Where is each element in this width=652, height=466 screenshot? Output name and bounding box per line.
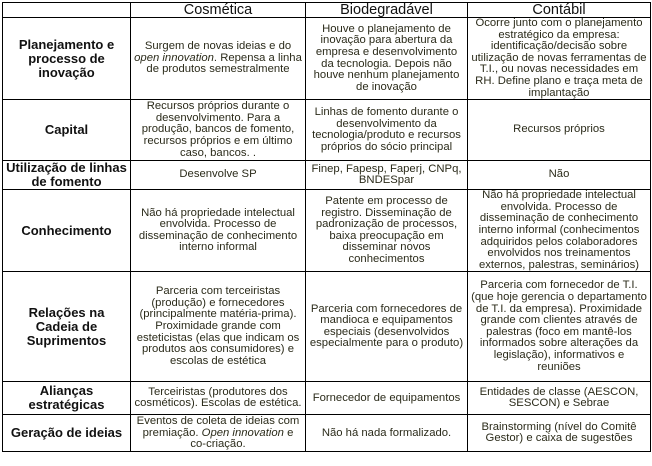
row-label: Planejamento e processo de inovação [3,18,131,100]
cell-biodegradavel: Finep, Fapesp, Faperj, CNPq, BNDESpar [306,161,468,190]
cell-contabil: Ocorre junto com o planejamento estratégico da empresa: identificação/decisão sobre utilização de novas ferramentas de T.I., ou novas necessidades em RH. Define plano e traça meta de implantação [468,18,651,100]
header-corner [3,3,131,18]
cell-text-italic: open innovation [134,51,214,64]
cell-biodegradavel: Patente em processo de registro. Disseminação de padronização de processos, baixa preocupação em disseminar novos conhecimentos [306,190,468,272]
header-cosmetica: Cosmética [131,3,306,18]
table-row [3,190,651,272]
row-label: Utilização de linhas de fomento [3,161,131,190]
table-row [3,382,651,415]
cell-text-italic: Open innovation [201,426,284,439]
cell-text: e co-criação. [190,426,294,451]
header-row [3,3,651,18]
row-label: Conhecimento [3,190,131,272]
row-label: Alianças estratégicas [3,382,131,415]
cell-text: Surgem de novas ideias e do [144,40,292,53]
cell-biodegradavel: Houve o planejamento de inovação para abertura da empresa e desenvolvimento da tecnologia. Depois não houve nenhum planejamento de inovação [306,18,468,100]
cell-contabil: Brainstorming (nível do Comitê Gestor) e caixa de sugestões [468,415,651,452]
table-row [3,100,651,161]
cell-cosmetica: Terceiristas (produtores dos cosméticos). Escolas de estética. [131,382,306,415]
cell-cosmetica [131,415,306,452]
cell-contabil: Parceria com fornecedor de T.I. (que hoje gerencia o departamento de T.I. da empresa). Proximidade grande com clientes através de palestras (foco em mantê-los informados sobre alterações da legislação), informativos e reuniões [468,272,651,382]
cell-contabil: Recursos próprios [468,100,651,161]
cell-cosmetica: Não há propriedade intelectual envolvida. Processo de disseminação de conhecimento interno informal [131,190,306,272]
cell-biodegradavel: Parceria com fornecedores de mandioca e equipamentos especiais (desenvolvidos especialmente para o produto) [306,272,468,382]
comparison-table [2,2,651,452]
cell-text: . Repensa a linha de produtos semestralmente [146,51,302,76]
cell-contabil: Entidades de classe (AESCON, SESCON) e Sebrae [468,382,651,415]
row-label: Geração de ideias [3,415,131,452]
row-label: Capital [3,100,131,161]
cell-cosmetica: Parceria com terceiristas (produção) e fornecedores (principalmente matéria-prima). Proximidade grande com esteticistas (elas que indicam os produtos aos consumidores) e escolas de estética [131,272,306,382]
cell-cosmetica [131,18,306,100]
cell-biodegradavel: Não há nada formalizado. [306,415,468,452]
cell-biodegradavel: Fornecedor de equipamentos [306,382,468,415]
table-row [3,272,651,382]
cell-contabil: Não há propriedade intelectual envolvida. Processo de disseminação de conhecimento interno informal (conhecimentos adquiridos pelos colaboradores envolvidos nos treinamentos externos, palestras, seminários) [468,190,651,272]
row-label: Relações na Cadeia de Suprimentos [3,272,131,382]
header-biodegradavel: Biodegradável [306,3,468,18]
table-row [3,161,651,190]
cell-contabil: Não [468,161,651,190]
cell-cosmetica: Recursos próprios durante o desenvolvimento. Para a produção, bancos de fomento, recursos próprios e em último caso, bancos. . [131,100,306,161]
header-contabil: Contábil [468,3,651,18]
table-row [3,18,651,100]
cell-cosmetica: Desenvolve SP [131,161,306,190]
cell-text: Eventos de coleta de ideias com premiação. [136,414,300,439]
table-row [3,415,651,452]
cell-biodegradavel: Linhas de fomento durante o desenvolvimento da tecnologia/produto e recursos próprios do sócio principal [306,100,468,161]
